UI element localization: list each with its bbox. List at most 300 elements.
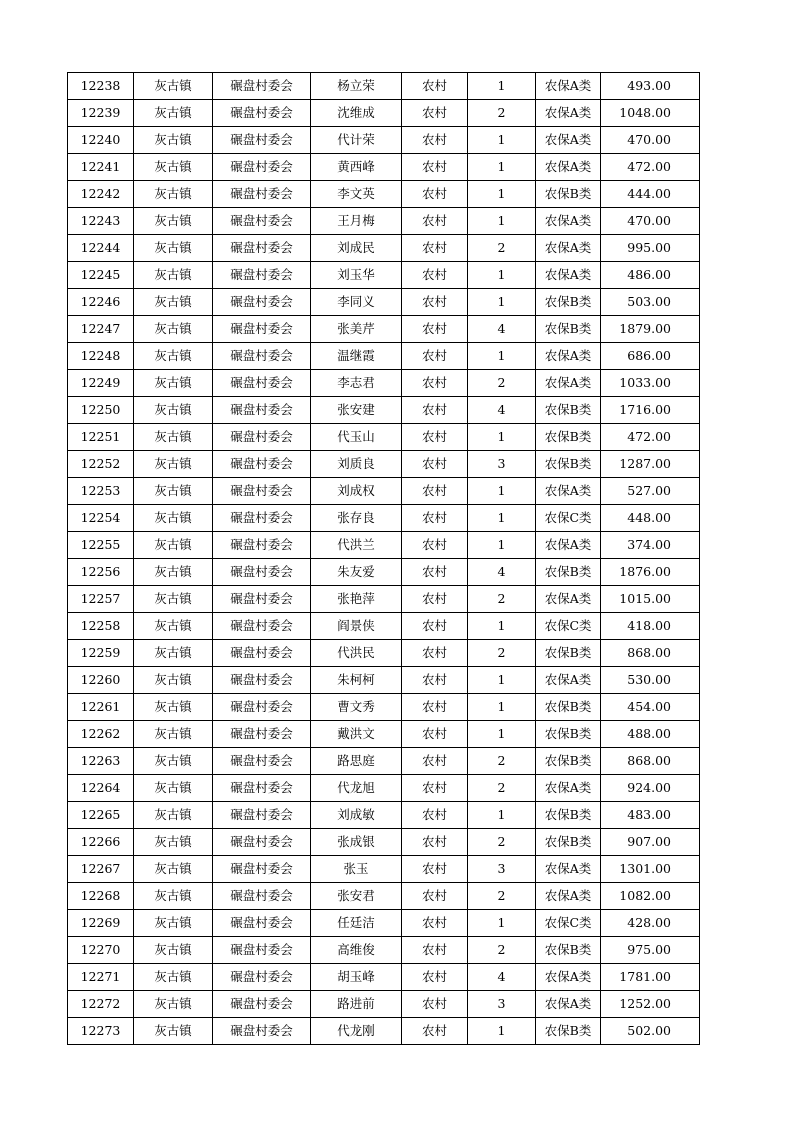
name-cell: 任廷洁 [311,910,402,937]
record-id-cell: 12259 [68,640,134,667]
area-type-cell: 农村 [402,613,468,640]
village-committee-cell: 碾盘村委会 [213,397,311,424]
village-committee-cell: 碾盘村委会 [213,775,311,802]
category-cell: 农保A类 [536,154,601,181]
village-committee-cell: 碾盘村委会 [213,181,311,208]
category-cell: 农保A类 [536,532,601,559]
category-cell: 农保A类 [536,370,601,397]
area-type-cell: 农村 [402,235,468,262]
household-size-cell: 1 [468,667,536,694]
record-id-cell: 12262 [68,721,134,748]
area-type-cell: 农村 [402,262,468,289]
town-cell: 灰古镇 [134,964,213,991]
village-committee-cell: 碾盘村委会 [213,343,311,370]
household-size-cell: 1 [468,613,536,640]
amount-cell: 448.00 [601,505,700,532]
name-cell: 黄西峰 [311,154,402,181]
record-id-cell: 12273 [68,1018,134,1045]
area-type-cell: 农村 [402,208,468,235]
record-id-cell: 12260 [68,667,134,694]
table-row [68,181,700,208]
table-row [68,397,700,424]
town-cell: 灰古镇 [134,883,213,910]
household-size-cell: 1 [468,802,536,829]
amount-cell: 868.00 [601,640,700,667]
town-cell: 灰古镇 [134,73,213,100]
category-cell: 农保B类 [536,640,601,667]
area-type-cell: 农村 [402,478,468,505]
name-cell: 张玉 [311,856,402,883]
name-cell: 张艳萍 [311,586,402,613]
category-cell: 农保A类 [536,100,601,127]
area-type-cell: 农村 [402,721,468,748]
category-cell: 农保B类 [536,1018,601,1045]
area-type-cell: 农村 [402,424,468,451]
household-size-cell: 2 [468,370,536,397]
area-type-cell: 农村 [402,505,468,532]
household-size-cell: 1 [468,343,536,370]
village-committee-cell: 碾盘村委会 [213,694,311,721]
table-row [68,883,700,910]
household-size-cell: 2 [468,100,536,127]
category-cell: 农保C类 [536,613,601,640]
record-id-cell: 12239 [68,100,134,127]
category-cell: 农保B类 [536,721,601,748]
amount-cell: 1781.00 [601,964,700,991]
town-cell: 灰古镇 [134,775,213,802]
household-size-cell: 1 [468,262,536,289]
area-type-cell: 农村 [402,100,468,127]
town-cell: 灰古镇 [134,937,213,964]
household-size-cell: 2 [468,748,536,775]
table-row [68,964,700,991]
category-cell: 农保B类 [536,424,601,451]
amount-cell: 503.00 [601,289,700,316]
table-row [68,235,700,262]
town-cell: 灰古镇 [134,802,213,829]
table-row [68,856,700,883]
village-committee-cell: 碾盘村委会 [213,721,311,748]
household-size-cell: 4 [468,316,536,343]
name-cell: 阎景侠 [311,613,402,640]
table-row [68,694,700,721]
household-size-cell: 4 [468,964,536,991]
amount-cell: 907.00 [601,829,700,856]
town-cell: 灰古镇 [134,721,213,748]
record-id-cell: 12249 [68,370,134,397]
table-row [68,100,700,127]
village-committee-cell: 碾盘村委会 [213,262,311,289]
town-cell: 灰古镇 [134,262,213,289]
name-cell: 刘成权 [311,478,402,505]
table-row [68,262,700,289]
village-committee-cell: 碾盘村委会 [213,964,311,991]
amount-cell: 975.00 [601,937,700,964]
name-cell: 温继霞 [311,343,402,370]
town-cell: 灰古镇 [134,235,213,262]
area-type-cell: 农村 [402,667,468,694]
town-cell: 灰古镇 [134,667,213,694]
area-type-cell: 农村 [402,937,468,964]
record-id-cell: 12255 [68,532,134,559]
village-committee-cell: 碾盘村委会 [213,856,311,883]
category-cell: 农保A类 [536,235,601,262]
category-cell: 农保A类 [536,775,601,802]
town-cell: 灰古镇 [134,1018,213,1045]
record-id-cell: 12245 [68,262,134,289]
table-row [68,451,700,478]
amount-cell: 472.00 [601,154,700,181]
village-committee-cell: 碾盘村委会 [213,667,311,694]
town-cell: 灰古镇 [134,856,213,883]
record-id-cell: 12240 [68,127,134,154]
area-type-cell: 农村 [402,586,468,613]
amount-cell: 472.00 [601,424,700,451]
name-cell: 代玉山 [311,424,402,451]
record-id-cell: 12263 [68,748,134,775]
record-id-cell: 12257 [68,586,134,613]
record-id-cell: 12241 [68,154,134,181]
amount-cell: 418.00 [601,613,700,640]
name-cell: 张安君 [311,883,402,910]
table-row [68,289,700,316]
area-type-cell: 农村 [402,1018,468,1045]
household-size-cell: 1 [468,910,536,937]
name-cell: 李志君 [311,370,402,397]
village-committee-cell: 碾盘村委会 [213,1018,311,1045]
name-cell: 刘成敏 [311,802,402,829]
record-id-cell: 12250 [68,397,134,424]
table-row [68,829,700,856]
town-cell: 灰古镇 [134,181,213,208]
amount-cell: 1033.00 [601,370,700,397]
table-row [68,505,700,532]
town-cell: 灰古镇 [134,451,213,478]
household-size-cell: 1 [468,154,536,181]
category-cell: 农保A类 [536,667,601,694]
category-cell: 农保B类 [536,559,601,586]
amount-cell: 470.00 [601,127,700,154]
table-row [68,343,700,370]
town-cell: 灰古镇 [134,343,213,370]
table-row [68,532,700,559]
category-cell: 农保B类 [536,451,601,478]
table-row [68,424,700,451]
amount-cell: 995.00 [601,235,700,262]
amount-cell: 454.00 [601,694,700,721]
village-committee-cell: 碾盘村委会 [213,505,311,532]
amount-cell: 502.00 [601,1018,700,1045]
name-cell: 路思庭 [311,748,402,775]
household-size-cell: 2 [468,586,536,613]
household-size-cell: 1 [468,181,536,208]
record-id-cell: 12267 [68,856,134,883]
village-committee-cell: 碾盘村委会 [213,532,311,559]
town-cell: 灰古镇 [134,991,213,1018]
record-id-cell: 12269 [68,910,134,937]
amount-cell: 530.00 [601,667,700,694]
area-type-cell: 农村 [402,370,468,397]
category-cell: 农保C类 [536,910,601,937]
area-type-cell: 农村 [402,991,468,1018]
area-type-cell: 农村 [402,775,468,802]
amount-cell: 428.00 [601,910,700,937]
category-cell: 农保A类 [536,208,601,235]
name-cell: 高维俊 [311,937,402,964]
town-cell: 灰古镇 [134,829,213,856]
town-cell: 灰古镇 [134,694,213,721]
town-cell: 灰古镇 [134,397,213,424]
name-cell: 李同义 [311,289,402,316]
table-row [68,127,700,154]
record-id-cell: 12265 [68,802,134,829]
village-committee-cell: 碾盘村委会 [213,316,311,343]
town-cell: 灰古镇 [134,478,213,505]
name-cell: 朱友爱 [311,559,402,586]
name-cell: 代洪民 [311,640,402,667]
category-cell: 农保B类 [536,316,601,343]
village-committee-cell: 碾盘村委会 [213,451,311,478]
area-type-cell: 农村 [402,532,468,559]
area-type-cell: 农村 [402,127,468,154]
town-cell: 灰古镇 [134,586,213,613]
name-cell: 曹文秀 [311,694,402,721]
amount-cell: 1716.00 [601,397,700,424]
amount-cell: 1082.00 [601,883,700,910]
area-type-cell: 农村 [402,73,468,100]
amount-cell: 1879.00 [601,316,700,343]
roster-table [67,72,700,1045]
category-cell: 农保A类 [536,343,601,370]
household-size-cell: 3 [468,856,536,883]
town-cell: 灰古镇 [134,748,213,775]
category-cell: 农保A类 [536,856,601,883]
household-size-cell: 1 [468,1018,536,1045]
record-id-cell: 12256 [68,559,134,586]
amount-cell: 924.00 [601,775,700,802]
record-id-cell: 12261 [68,694,134,721]
village-committee-cell: 碾盘村委会 [213,748,311,775]
name-cell: 戴洪文 [311,721,402,748]
name-cell: 刘质良 [311,451,402,478]
amount-cell: 1252.00 [601,991,700,1018]
household-size-cell: 2 [468,235,536,262]
area-type-cell: 农村 [402,910,468,937]
record-id-cell: 12252 [68,451,134,478]
record-id-cell: 12268 [68,883,134,910]
table-row [68,937,700,964]
town-cell: 灰古镇 [134,316,213,343]
table-row [68,370,700,397]
category-cell: 农保B类 [536,802,601,829]
table-row [68,802,700,829]
area-type-cell: 农村 [402,883,468,910]
category-cell: 农保B类 [536,694,601,721]
area-type-cell: 农村 [402,694,468,721]
table-row [68,910,700,937]
amount-cell: 444.00 [601,181,700,208]
table-row [68,640,700,667]
amount-cell: 868.00 [601,748,700,775]
table-row [68,586,700,613]
town-cell: 灰古镇 [134,532,213,559]
household-size-cell: 2 [468,775,536,802]
table-row [68,559,700,586]
category-cell: 农保B类 [536,748,601,775]
household-size-cell: 2 [468,829,536,856]
record-id-cell: 12242 [68,181,134,208]
name-cell: 代计荣 [311,127,402,154]
amount-cell: 493.00 [601,73,700,100]
category-cell: 农保B类 [536,397,601,424]
area-type-cell: 农村 [402,964,468,991]
category-cell: 农保C类 [536,505,601,532]
town-cell: 灰古镇 [134,208,213,235]
record-id-cell: 12244 [68,235,134,262]
town-cell: 灰古镇 [134,424,213,451]
village-committee-cell: 碾盘村委会 [213,73,311,100]
area-type-cell: 农村 [402,343,468,370]
village-committee-cell: 碾盘村委会 [213,424,311,451]
village-committee-cell: 碾盘村委会 [213,613,311,640]
table-body [68,73,700,1045]
amount-cell: 1876.00 [601,559,700,586]
household-size-cell: 1 [468,721,536,748]
record-id-cell: 12258 [68,613,134,640]
village-committee-cell: 碾盘村委会 [213,829,311,856]
amount-cell: 374.00 [601,532,700,559]
household-size-cell: 1 [468,532,536,559]
table-row [68,208,700,235]
area-type-cell: 农村 [402,802,468,829]
town-cell: 灰古镇 [134,100,213,127]
name-cell: 杨立荣 [311,73,402,100]
village-committee-cell: 碾盘村委会 [213,937,311,964]
name-cell: 李文英 [311,181,402,208]
record-id-cell: 12238 [68,73,134,100]
table-row [68,154,700,181]
town-cell: 灰古镇 [134,127,213,154]
village-committee-cell: 碾盘村委会 [213,640,311,667]
table-row [68,667,700,694]
name-cell: 张安建 [311,397,402,424]
area-type-cell: 农村 [402,559,468,586]
village-committee-cell: 碾盘村委会 [213,370,311,397]
village-committee-cell: 碾盘村委会 [213,802,311,829]
name-cell: 代龙旭 [311,775,402,802]
household-size-cell: 1 [468,424,536,451]
record-id-cell: 12270 [68,937,134,964]
category-cell: 农保B类 [536,289,601,316]
name-cell: 路进前 [311,991,402,1018]
name-cell: 代洪兰 [311,532,402,559]
name-cell: 张成银 [311,829,402,856]
household-size-cell: 3 [468,451,536,478]
household-size-cell: 4 [468,397,536,424]
amount-cell: 527.00 [601,478,700,505]
table-row [68,73,700,100]
category-cell: 农保B类 [536,181,601,208]
town-cell: 灰古镇 [134,505,213,532]
category-cell: 农保A类 [536,964,601,991]
record-id-cell: 12251 [68,424,134,451]
household-size-cell: 1 [468,289,536,316]
town-cell: 灰古镇 [134,289,213,316]
amount-cell: 686.00 [601,343,700,370]
village-committee-cell: 碾盘村委会 [213,883,311,910]
household-size-cell: 2 [468,883,536,910]
area-type-cell: 农村 [402,289,468,316]
record-id-cell: 12243 [68,208,134,235]
town-cell: 灰古镇 [134,613,213,640]
record-id-cell: 12247 [68,316,134,343]
name-cell: 朱柯柯 [311,667,402,694]
town-cell: 灰古镇 [134,154,213,181]
area-type-cell: 农村 [402,154,468,181]
village-committee-cell: 碾盘村委会 [213,289,311,316]
household-size-cell: 1 [468,505,536,532]
name-cell: 代龙刚 [311,1018,402,1045]
record-id-cell: 12253 [68,478,134,505]
town-cell: 灰古镇 [134,370,213,397]
table-row [68,1018,700,1045]
area-type-cell: 农村 [402,181,468,208]
household-size-cell: 3 [468,991,536,1018]
category-cell: 农保A类 [536,127,601,154]
area-type-cell: 农村 [402,640,468,667]
record-id-cell: 12248 [68,343,134,370]
town-cell: 灰古镇 [134,640,213,667]
name-cell: 王月梅 [311,208,402,235]
household-size-cell: 2 [468,640,536,667]
household-size-cell: 1 [468,208,536,235]
record-id-cell: 12272 [68,991,134,1018]
record-id-cell: 12264 [68,775,134,802]
amount-cell: 470.00 [601,208,700,235]
household-size-cell: 2 [468,937,536,964]
village-committee-cell: 碾盘村委会 [213,910,311,937]
village-committee-cell: 碾盘村委会 [213,478,311,505]
amount-cell: 486.00 [601,262,700,289]
amount-cell: 1287.00 [601,451,700,478]
household-size-cell: 1 [468,73,536,100]
table-row [68,775,700,802]
table-row [68,478,700,505]
amount-cell: 483.00 [601,802,700,829]
household-size-cell: 4 [468,559,536,586]
record-id-cell: 12266 [68,829,134,856]
name-cell: 胡玉峰 [311,964,402,991]
village-committee-cell: 碾盘村委会 [213,208,311,235]
category-cell: 农保B类 [536,829,601,856]
category-cell: 农保A类 [536,478,601,505]
name-cell: 张美芹 [311,316,402,343]
category-cell: 农保B类 [536,937,601,964]
town-cell: 灰古镇 [134,559,213,586]
name-cell: 刘玉华 [311,262,402,289]
table-row [68,748,700,775]
table-row [68,991,700,1018]
category-cell: 农保A类 [536,262,601,289]
village-committee-cell: 碾盘村委会 [213,127,311,154]
town-cell: 灰古镇 [134,910,213,937]
village-committee-cell: 碾盘村委会 [213,559,311,586]
table-row [68,613,700,640]
record-id-cell: 12271 [68,964,134,991]
village-committee-cell: 碾盘村委会 [213,991,311,1018]
area-type-cell: 农村 [402,748,468,775]
amount-cell: 1048.00 [601,100,700,127]
